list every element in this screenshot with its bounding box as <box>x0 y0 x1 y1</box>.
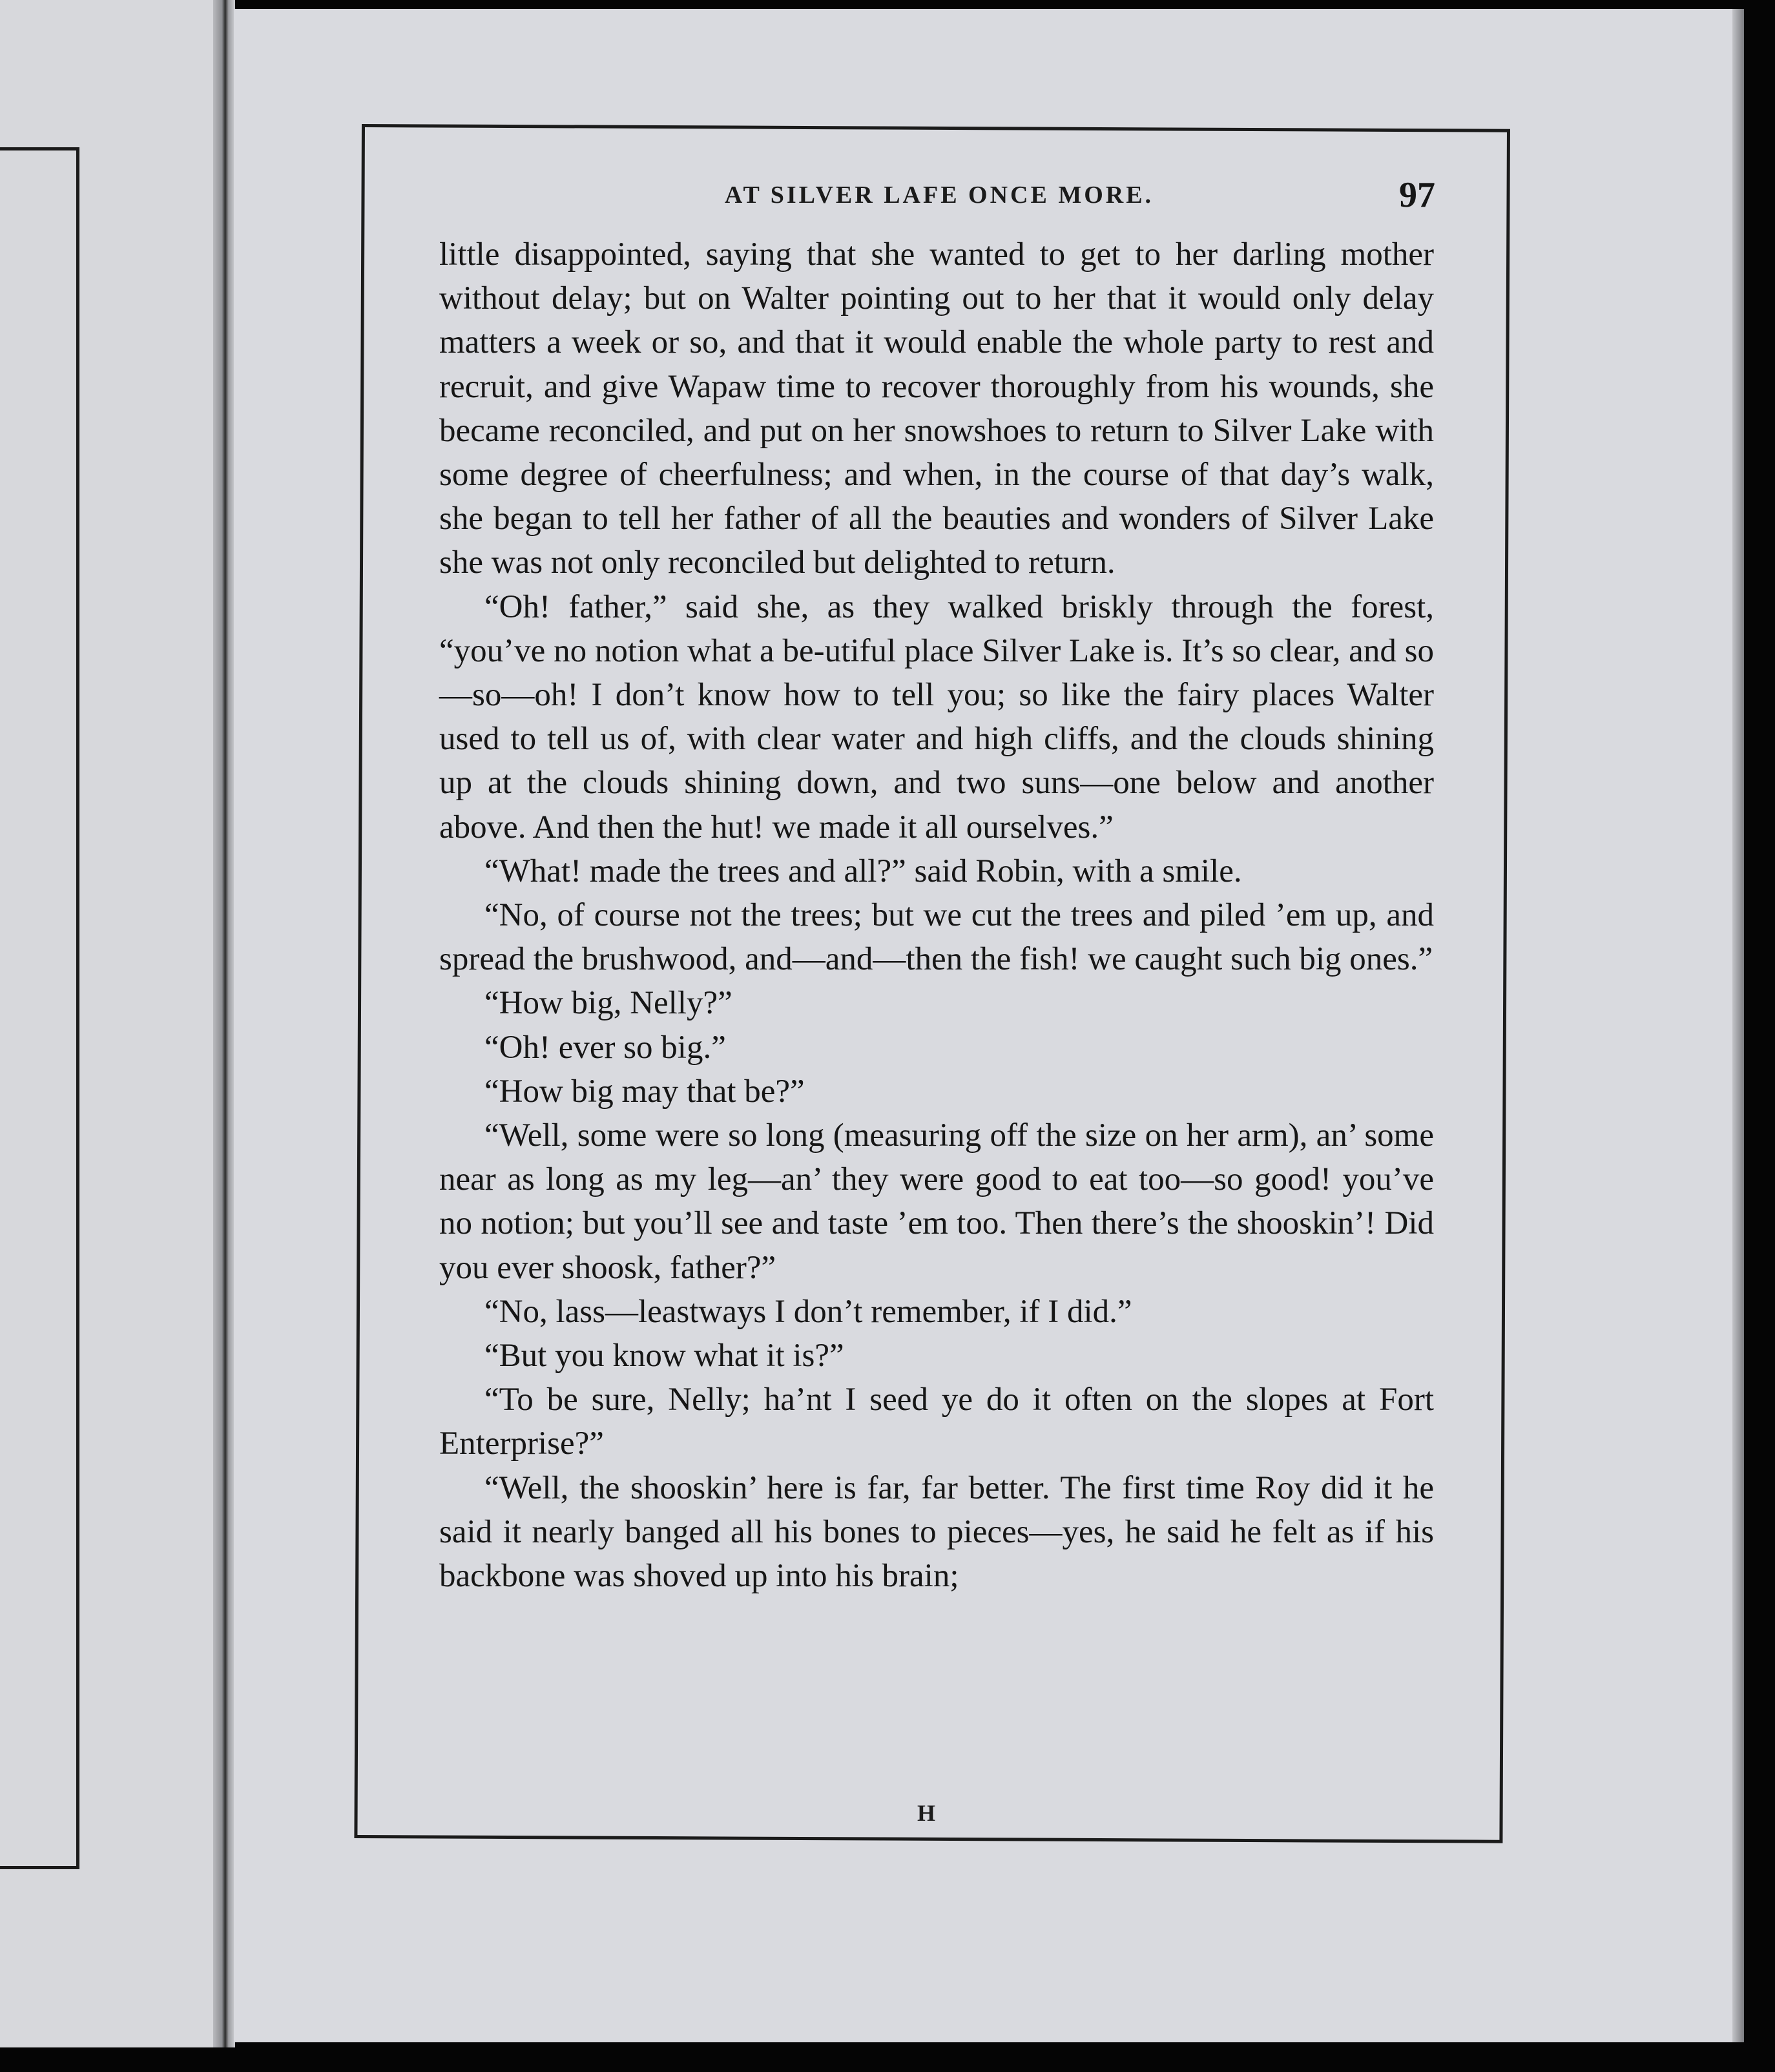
paragraph: little disappointed, saying that she wanted to get to her darling mother without delay; but on Walter pointing out to her that it would only delay matters a week or so, and that it would enable the whole party to rest and recruit, and give Wapaw time to recover thoroughly from his wounds, she became reconciled, and put on her snowshoes to return to Silver Lake with some degree of cheerfulness; and when, in the course of that day’s walk, she began to tell her father of all the beauties and wonders of Silver Lake she was not only reconciled but delighted to return. <box>439 236 1434 581</box>
paragraph: “Well, the shooskin’ here is far, far better. The first time Roy did it he said it nearly banged all his bones to pieces—yes, he said he felt as if his backbone was shoved up into his brain; <box>439 1469 1434 1595</box>
paragraph: “Oh! father,” said she, as they walked briskly through the forest, “you’ve no notion what a be-utiful place Silver Lake is. It’s so clear, and so—so—oh! I don’t know how to tell you; so like the fairy places Walter used to tell us of, with clear water and high cliffs, and the clouds shining up at the clouds shining down, and two suns—one below and another above. And then the hut! we made it all ourselves.” <box>439 588 1434 845</box>
book-gutter <box>213 0 235 2047</box>
paragraph: “But you know what it is?” <box>484 1338 844 1374</box>
paragraph: “What! made the trees and all?” said Robin, with a smile. <box>484 853 1242 889</box>
running-head: AT SILVER LAFE ONCE MORE. <box>724 181 1154 209</box>
paragraph: “Well, some were so long (measuring off the size on her arm), an’ some near as long as my leg—an’ they were good to eat too—so good! you’ve no notion; but you’ll see and taste ’em too. Then there’s the shooskin’! Did you ever shoosk, father?” <box>439 1117 1434 1286</box>
page-header <box>443 174 1435 220</box>
paragraph: “How big, Nelly?” <box>484 985 732 1022</box>
page-edge <box>1732 9 1744 2042</box>
left-page <box>0 0 227 2047</box>
left-page-frame <box>0 147 79 1869</box>
paragraph: “No, lass—leastways I don’t remember, if I did.” <box>484 1293 1132 1330</box>
page-number: 97 <box>1399 175 1435 215</box>
paragraph: “How big may that be?” <box>484 1073 805 1110</box>
signature-mark: H <box>917 1800 936 1826</box>
paragraph: “To be sure, Nelly; ha’nt I seed ye do it often on the slopes at Fort Enterprise?” <box>439 1382 1434 1462</box>
paragraph: “Oh! ever so big.” <box>484 1029 726 1066</box>
body-text <box>439 233 1434 1598</box>
paragraph: “No, of course not the trees; but we cut the trees and piled ’em up, and spread the brushwood, and—and—then the fish! we caught such big ones.” <box>439 897 1434 978</box>
